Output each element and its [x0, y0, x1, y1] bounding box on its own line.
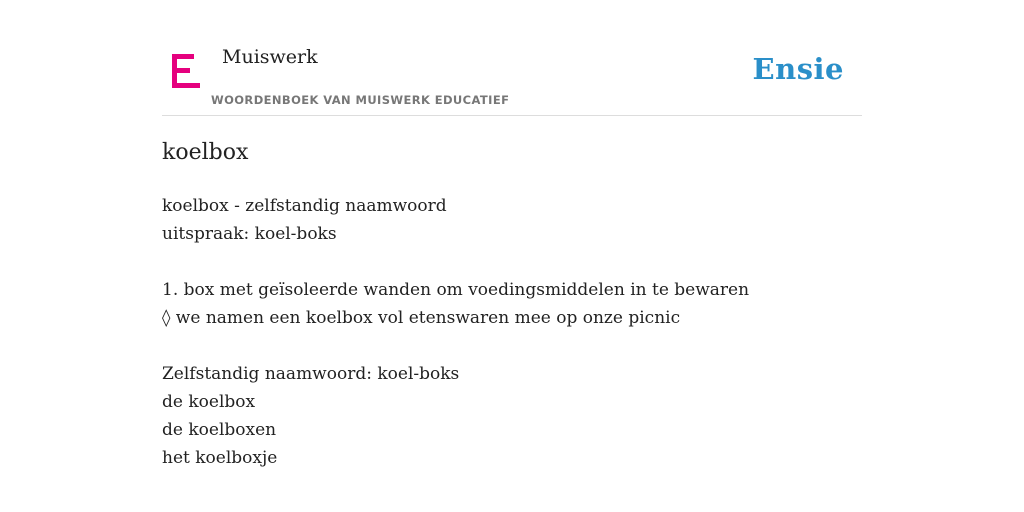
entry-body [162, 192, 862, 472]
brand-subtitle: WOORDENBOEK VAN MUISWERK EDUCATIEF [211, 93, 510, 107]
muiswerk-logo-icon [172, 54, 200, 88]
form-singular: de koelbox [162, 392, 256, 412]
spacer [162, 248, 862, 276]
header [162, 0, 862, 116]
forms-heading: Zelfstandig naamwoord: koel-boks [162, 364, 460, 384]
ensie-logo-link[interactable]: Ensie [752, 52, 844, 86]
form-plural: de koelboxen [162, 420, 277, 440]
page-container [162, 0, 862, 512]
spacer [162, 332, 862, 360]
page-title: koelbox [162, 140, 249, 165]
definition-line: 1. box met geïsoleerde wanden om voedingsmiddelen in te bewaren [162, 280, 750, 300]
example-line: ◊ we namen een koelbox vol etenswaren mee op onze picnic [162, 308, 681, 328]
form-diminutive: het koelboxje [162, 448, 278, 468]
pronunciation-line: uitspraak: koel-boks [162, 224, 337, 244]
brand-name: Muiswerk [222, 46, 318, 68]
word-type-line: koelbox - zelfstandig naamwoord [162, 196, 447, 216]
